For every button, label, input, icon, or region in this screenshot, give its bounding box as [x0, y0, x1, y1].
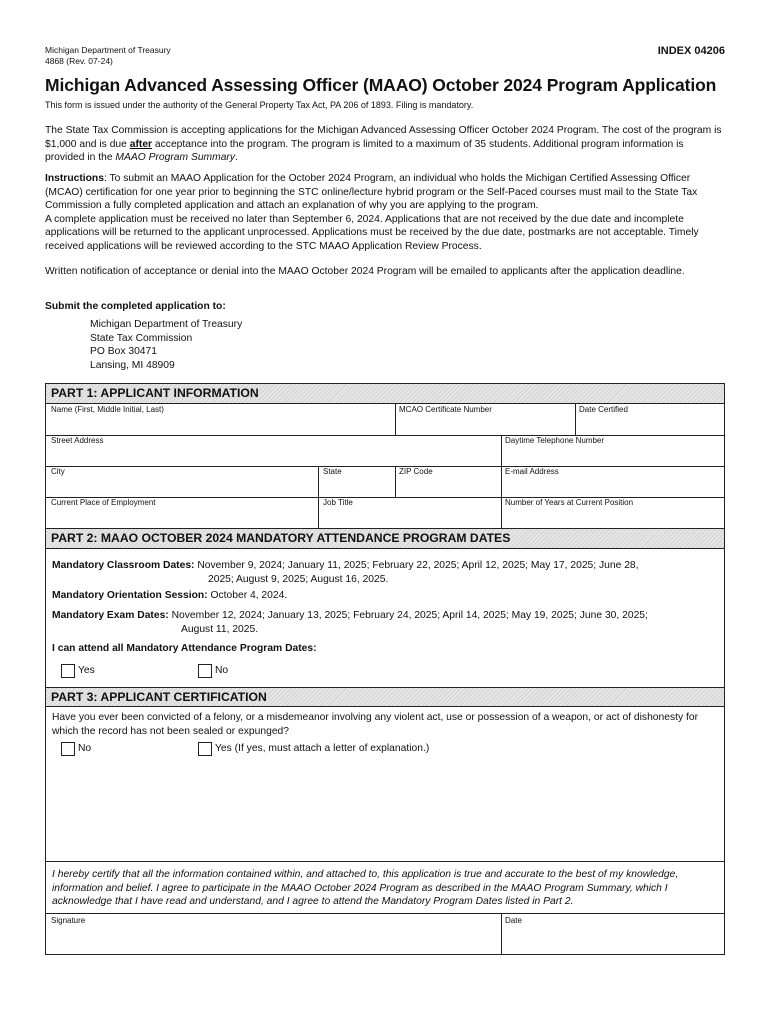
submit-heading: Submit the completed application to:: [45, 301, 226, 312]
signature-field[interactable]: [48, 925, 498, 953]
date-label: Date: [505, 916, 522, 925]
years-label: Number of Years at Current Position: [505, 498, 634, 507]
exam-dates: Mandatory Exam Dates: November 12, 2024; January 13, 2025; February 24, 2025; April 14, 2025; May 19, 2025; June 30, 2025;: [52, 610, 648, 621]
certification-statement: I hereby certify that all the information contained within, and attached to, this application is true and accurate to the best of my knowledge, information and belief. I agree to participate in the MAAO October 2024 Program as described in the MAAO Program Summary, which I acknowledge that I have read and understand, and I agree to attend the Mandatory Program Dates listed in Part 2.: [52, 869, 679, 908]
conviction-question: Have you ever been convicted of a felony, or a misdemeanor involving any violent act, use or possession of a weapon, or act of dishonesty for which the record has not been sealed or expunged?: [52, 712, 699, 737]
classroom-dates-continued: 2025; August 9, 2025; August 16, 2025.: [208, 574, 389, 585]
conviction-no-checkbox[interactable]: [61, 742, 75, 756]
address-line: PO Box 30471: [90, 346, 157, 358]
exam-dates-continued: August 11, 2025.: [181, 624, 259, 635]
attend-question: I can attend all Mandatory Attendance Program Dates:: [52, 643, 317, 654]
classroom-dates: Mandatory Classroom Dates: November 9, 2024; January 11, 2025; February 22, 2025; April 12, 2025; May 17, 2025; June 28,: [52, 560, 639, 571]
intro-paragraph: The State Tax Commission is accepting applications for the Michigan Advanced Assessing Officer October 2024 Program. The cost of the program is $1,000 and is due after acceptance into the program. The program is limited to a maximum of 35 students. Additional program information is provided in the MAAO Program Summary.: [45, 125, 722, 164]
date-field[interactable]: [504, 925, 722, 953]
name-field-label: Name (First, Middle Initial, Last): [51, 405, 164, 414]
employment-label: Current Place of Employment: [51, 498, 156, 507]
email-label: E-mail Address: [505, 467, 559, 476]
part2-header: PART 2: MAAO OCTOBER 2024 MANDATORY ATTENDANCE PROGRAM DATES: [46, 528, 724, 549]
phone-label: Daytime Telephone Number: [505, 436, 605, 445]
address-line: Michigan Department of Treasury: [90, 319, 243, 330]
state-label: State: [323, 467, 342, 476]
city-label: City: [51, 467, 65, 476]
conviction-no-label: No: [78, 743, 92, 754]
part3-header: PART 3: APPLICANT CERTIFICATION: [46, 687, 724, 707]
department-name: Michigan Department of Treasury: [45, 45, 171, 55]
form-index: INDEX 04206: [657, 45, 725, 57]
page-title: Michigan Advanced Assessing Officer (MAAO) October 2024 Program Application: [45, 75, 717, 95]
mailing-address: [90, 318, 242, 372]
address-line: State Tax Commission: [90, 332, 193, 344]
orientation-session: Mandatory Orientation Session: October 4, 2024.: [52, 590, 288, 601]
zip-label: ZIP Code: [399, 467, 433, 476]
mcao-number-label: MCAO Certificate Number: [399, 405, 492, 414]
attend-no-label: No: [215, 665, 229, 676]
application-form: [45, 383, 725, 955]
authority-note: This form is issued under the authority of the General Property Tax Act, PA 206 of 1893. Filing is mandatory.: [45, 100, 474, 110]
address-line: Lansing, MI 48909: [90, 359, 175, 371]
conviction-yes-checkbox[interactable]: [198, 742, 212, 756]
job-title-label: Job Title: [323, 498, 353, 507]
signature-label: Signature: [51, 916, 86, 925]
attend-yes-checkbox[interactable]: [61, 664, 75, 678]
form-revision: 4868 (Rev. 07-24): [45, 56, 113, 66]
part1-header: PART 1: APPLICANT INFORMATION: [46, 384, 724, 404]
instructions-paragraph: Instructions: To submit an MAAO Application for the October 2024 Program, an individual who holds the Michigan Certified Assessing Officer (MCAO) certification for one year prior to beginning the STC online/lecture hybrid program or the Self-Paced courses must mail to the State Tax Commission a fully completed application and attach an explanation of why you are applying to the program. A complete application must be received no later than September 6, 2024. Applications that are not received by the due date and incomplete applications will be returned to the applicant unprocessed. Applications must be received by the due date, postmarks are not acceptable. Timely received applications will be reviewed according to the STC MAAO Application Review Process.: [45, 173, 699, 252]
street-address-label: Street Address: [51, 436, 104, 445]
attend-yes-label: Yes: [78, 665, 95, 676]
attend-no-checkbox[interactable]: [198, 664, 212, 678]
date-certified-label: Date Certified: [579, 405, 628, 414]
notification-paragraph: Written notification of acceptance or denial into the MAAO October 2024 Program will be emailed to applicants after the application deadline.: [45, 266, 685, 277]
conviction-yes-label: Yes (If yes, must attach a letter of explanation.): [215, 743, 430, 754]
